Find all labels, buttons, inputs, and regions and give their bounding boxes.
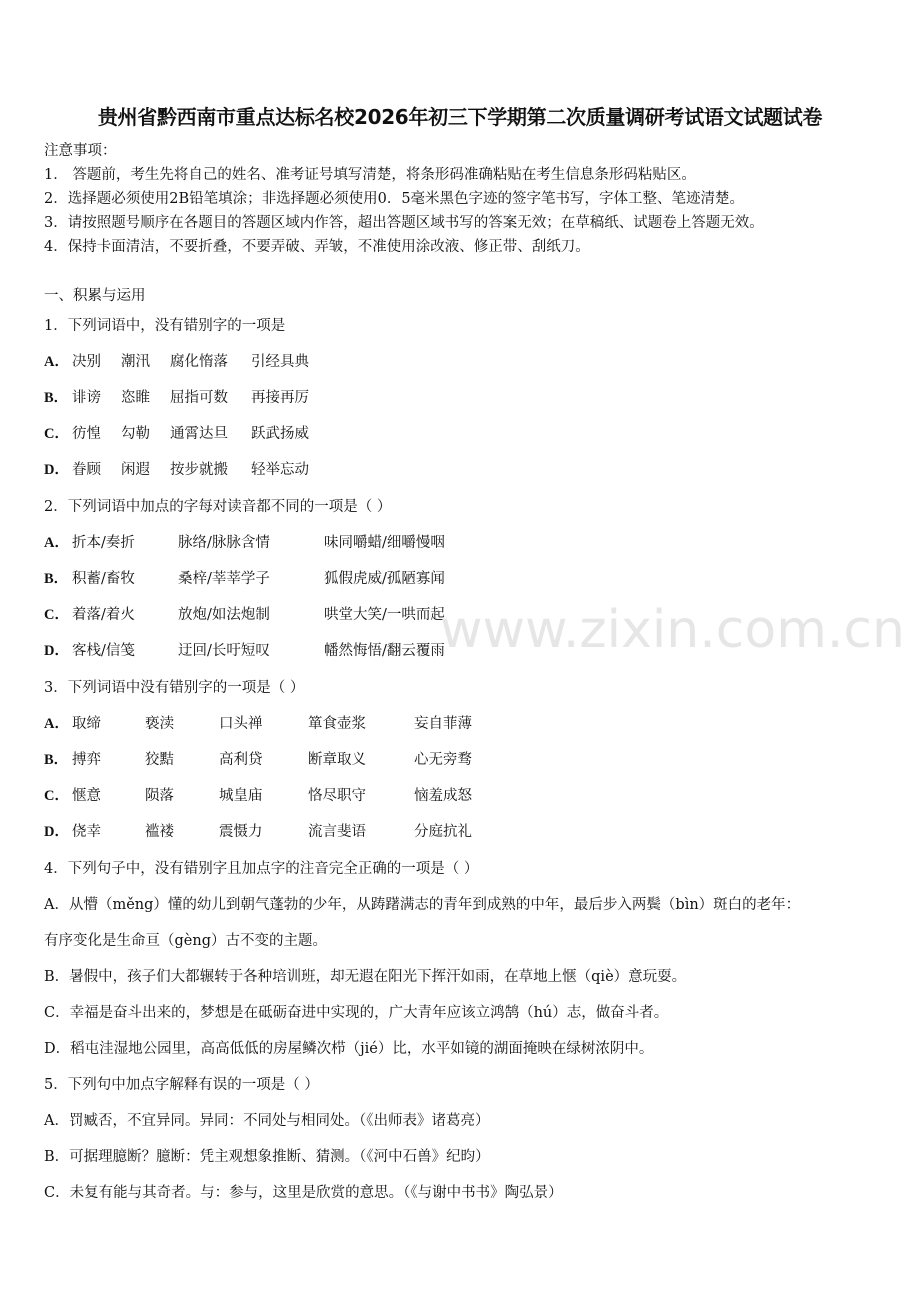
option-label: C． xyxy=(44,426,69,442)
section-heading: 一、积累与运用 xyxy=(44,288,146,304)
option-word: 脉络/脉脉含情 xyxy=(178,535,270,551)
option-word: 断章取义 xyxy=(308,752,366,768)
option-word: 箪食壶浆 xyxy=(308,716,366,732)
option-word: 勾勒 xyxy=(121,426,150,442)
option-label: B． xyxy=(44,390,69,406)
notice-item: 4．保持卡面清洁，不要折叠，不要弄破、弄皱，不准使用涂改液、修正带、刮纸刀。 xyxy=(44,239,590,255)
option-word: 恼羞成怒 xyxy=(414,788,472,804)
question-5-option-b: B．可据理臆断？臆断：凭主观想象推断、猜测。（《河中石兽》纪昀） xyxy=(44,1149,490,1165)
question-4-stem: 4．下列句子中，没有错别字且加点字的注音完全正确的一项是（ ） xyxy=(44,861,479,877)
option-word: 折本/奏折 xyxy=(72,535,135,551)
option-word: 恪尽职守 xyxy=(308,788,366,804)
option-label: D． xyxy=(44,643,69,659)
option-label: B． xyxy=(44,571,69,587)
option-label: A． xyxy=(44,535,69,551)
option-label: A． xyxy=(44,354,69,370)
option-label: B． xyxy=(44,752,69,768)
option-label: A． xyxy=(44,716,69,732)
exam-title: 贵州省黔西南市重点达标名校2026年初三下学期第二次质量调研考试语文试题试卷 xyxy=(97,105,823,129)
option-word: 高利贷 xyxy=(219,752,263,768)
option-word: 按步就搬 xyxy=(170,462,228,478)
question-5-stem: 5．下列句中加点字解释有误的一项是（ ） xyxy=(44,1077,319,1093)
option-label: C． xyxy=(44,788,69,804)
option-word: 诽谤 xyxy=(72,390,101,406)
option-word: 分庭抗礼 xyxy=(414,824,472,840)
notice-item: 3．请按照题号顺序在各题目的答题区域内作答，超出答题区域书写的答案无效；在草稿纸、试题卷上答题无效。 xyxy=(44,215,764,231)
option-word: 积蓄/畜牧 xyxy=(72,571,135,587)
option-word: 口头禅 xyxy=(219,716,263,732)
option-word: 流言斐语 xyxy=(308,824,366,840)
option-word: 搏弈 xyxy=(72,752,101,768)
option-word: 客栈/信笺 xyxy=(72,643,135,659)
option-word: 引经具典 xyxy=(251,354,309,370)
option-word: 心无旁骛 xyxy=(414,752,472,768)
option-word: 陨落 xyxy=(145,788,174,804)
option-word: 味同嚼蜡/细嚼慢咽 xyxy=(324,535,445,551)
option-word: 惬意 xyxy=(72,788,101,804)
option-word: 眷顾 xyxy=(72,462,101,478)
option-word: 侥幸 xyxy=(72,824,101,840)
option-word: 迂回/长吁短叹 xyxy=(178,643,270,659)
option-label: D． xyxy=(44,824,69,840)
question-3-stem: 3．下列词语中没有错别字的一项是（ ） xyxy=(44,680,305,696)
option-word: 狐假虎威/孤陋寡闻 xyxy=(324,571,445,587)
option-word: 震慑力 xyxy=(219,824,263,840)
option-word: 闲遐 xyxy=(121,462,150,478)
option-word: 潮汛 xyxy=(121,354,150,370)
notice-item: 2．选择题必须使用2B铅笔填涂；非选择题必须使用0．5毫米黑色字迹的签字笔书写，字体工整、笔迹清楚。 xyxy=(44,191,745,207)
notice-item: 1． 答题前，考生先将自己的姓名、准考证号填写清楚，将条形码准确粘贴在考生信息条形码粘贴区。 xyxy=(44,167,696,183)
option-word: 哄堂大笑/一哄而起 xyxy=(324,607,445,623)
option-word: 再接再厉 xyxy=(251,390,309,406)
option-word: 城皇庙 xyxy=(219,788,263,804)
option-word: 桑梓/莘莘学子 xyxy=(178,571,270,587)
option-word: 褴褛 xyxy=(145,824,174,840)
question-4-option-a: A．从懵（měng）懂的幼儿到朝气蓬勃的少年，从踌躇满志的青年到成熟的中年，最后步入两鬓（bìn）斑白的老年： xyxy=(44,897,801,913)
option-word: 恣睢 xyxy=(121,390,150,406)
option-word: 亵渎 xyxy=(145,716,174,732)
question-2-stem: 2．下列词语中加点的字每对读音都不同的一项是（ ） xyxy=(44,499,392,515)
option-word: 放炮/如法炮制 xyxy=(178,607,270,623)
option-word: 通霄达旦 xyxy=(170,426,228,442)
question-4-option-a-cont: 有序变化是生命亘（gèng）古不变的主题。 xyxy=(44,933,327,949)
notice-heading: 注意事项： xyxy=(44,143,117,159)
option-label: C． xyxy=(44,607,69,623)
option-word: 妄自菲薄 xyxy=(414,716,472,732)
question-4-option-b: B．暑假中，孩子们大都辗转于各种培训班，却无遐在阳光下挥汗如雨，在草地上惬（qiè）意玩耍。 xyxy=(44,969,687,985)
question-5-option-c: C．未复有能与其奇者。与：参与，这里是欣赏的意思。（《与谢中书书》陶弘景） xyxy=(44,1185,563,1201)
option-word: 跃武扬威 xyxy=(251,426,309,442)
question-5-option-a: A．罚臧否，不宜异同。异同：不同处与相同处。（《出师表》诸葛亮） xyxy=(44,1113,490,1129)
question-1-stem: 1．下列词语中，没有错别字的一项是 xyxy=(44,318,286,334)
option-word: 轻举忘动 xyxy=(251,462,309,478)
option-label: D． xyxy=(44,462,69,478)
option-word: 彷惶 xyxy=(72,426,101,442)
option-word: 幡然悔悟/翻云覆雨 xyxy=(324,643,445,659)
watermark: www.zixin.com.cn xyxy=(440,600,905,660)
option-word: 取缔 xyxy=(72,716,101,732)
option-word: 狡黠 xyxy=(145,752,174,768)
option-word: 屈指可数 xyxy=(170,390,228,406)
question-4-option-c: C．幸福是奋斗出来的，梦想是在砥砺奋进中实现的，广大青年应该立鸿鹄（hú）志，做奋斗者。 xyxy=(44,1005,669,1021)
option-word: 腐化惰落 xyxy=(170,354,228,370)
option-word: 着落/着火 xyxy=(72,607,135,623)
option-word: 决别 xyxy=(72,354,101,370)
question-4-option-d: D．稻屯洼湿地公园里，高高低低的房屋鳞次栉（jié）比，水平如镜的湖面掩映在绿树浓阴中。 xyxy=(44,1041,654,1057)
